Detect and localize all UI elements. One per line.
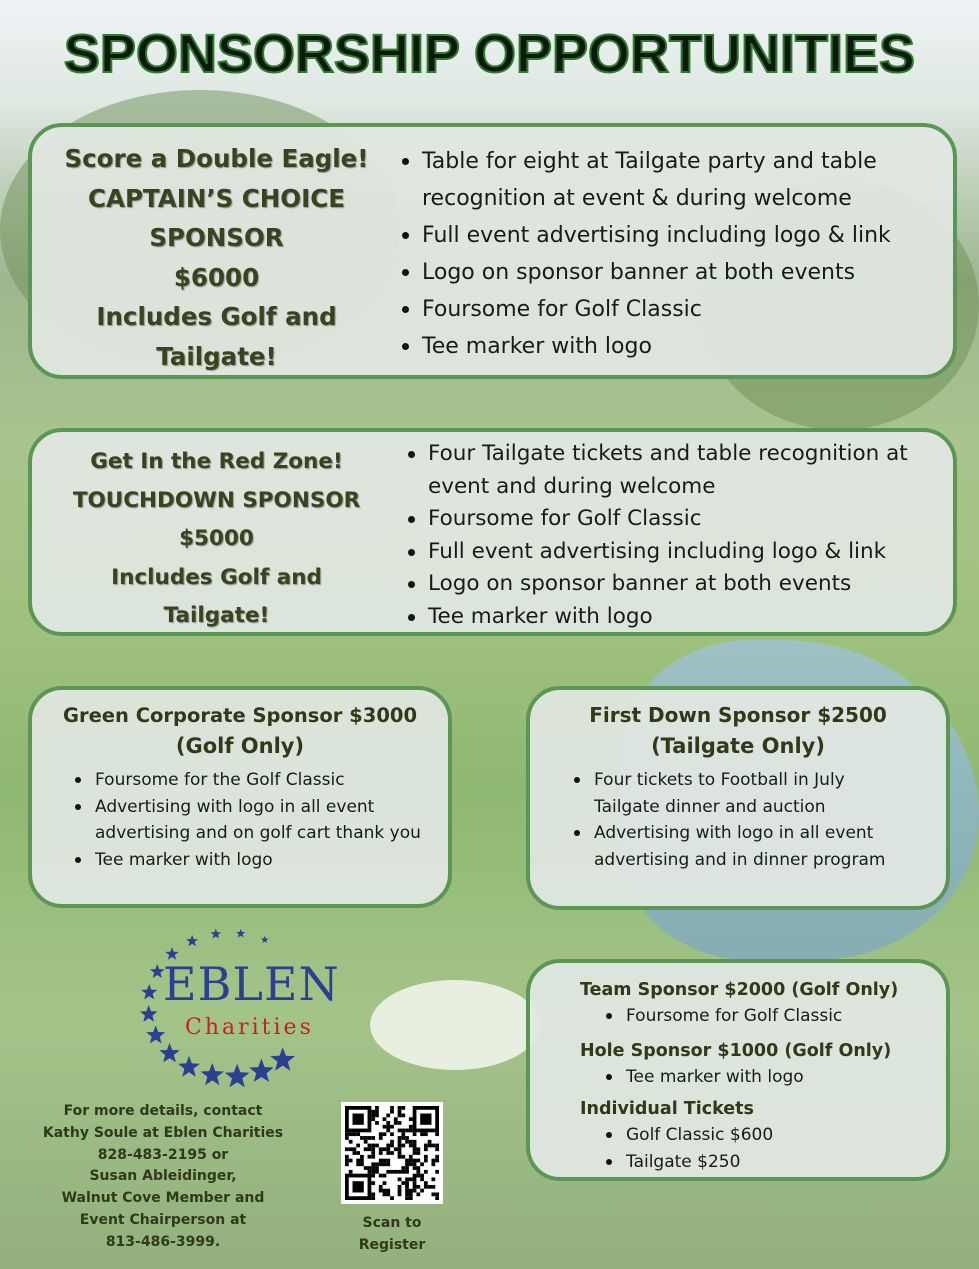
star-icon <box>270 1047 295 1071</box>
individual-tickets-heading: Individual Tickets <box>580 1099 754 1119</box>
star-icon <box>186 935 198 946</box>
captain-benefits <box>396 143 941 365</box>
star-icon <box>249 1059 274 1083</box>
green-benefits <box>69 767 429 873</box>
list-item: Four tickets to Football in July Tailgate dinner and auction <box>568 767 908 820</box>
list-item: Tee marker with logo <box>396 328 941 365</box>
contact-info <box>32 1101 294 1254</box>
contact-line: Walnut Cove Member and <box>61 1190 265 1207</box>
heading-line: TOUCHDOWN SPONSOR <box>72 487 361 513</box>
star-icon <box>201 1063 224 1085</box>
heading-line: (Tailgate Only) <box>651 734 825 758</box>
contact-line: For more details, contact <box>63 1103 263 1119</box>
scan-label-line: Register <box>358 1237 426 1253</box>
star-icon <box>236 929 245 938</box>
scan-to-register-label <box>340 1212 444 1256</box>
heading-line: Get In the Red Zone! <box>90 449 343 474</box>
contact-phone: 813-486-3999. <box>105 1233 221 1250</box>
list-item: Foursome for the Golf Classic <box>69 767 429 794</box>
list-item: Table for eight at Tailgate party and table recognition at event & during welcome <box>396 143 941 217</box>
list-item: Four Tailgate tickets and table recognition at event and during welcome <box>402 438 947 503</box>
page-title: SPONSORSHIP OPPORTUNITIES <box>63 24 916 84</box>
hole-benefits <box>600 1064 946 1091</box>
heading-line: Tailgate! <box>163 603 270 628</box>
first-down-card <box>526 686 950 910</box>
heading-line: Includes Golf and <box>111 564 322 590</box>
heading-line: Includes Golf and <box>96 302 337 331</box>
heading-line: CAPTAIN’S CHOICE <box>88 183 345 213</box>
eblen-charities-logo <box>125 925 350 1090</box>
captain-choice-card <box>28 123 957 379</box>
star-icon <box>146 1025 165 1043</box>
star-icon <box>159 1043 180 1062</box>
touchdown-benefits <box>402 438 947 633</box>
heading-line: (Golf Only) <box>175 734 305 758</box>
list-item: Logo on sponsor banner at both events <box>396 254 941 291</box>
qr-code-icon <box>345 1106 439 1200</box>
heading-line: $6000 <box>173 262 260 292</box>
ticket-options-card <box>526 959 950 1181</box>
list-item: Tailgate $250 <box>600 1149 946 1176</box>
heading-line: Green Corporate Sponsor $3000 <box>62 704 418 727</box>
star-icon <box>140 1005 158 1022</box>
captain-heading <box>44 139 389 376</box>
list-item: Advertising with logo in all event advertising and on golf cart thank you <box>69 794 429 847</box>
contact-line: Kathy Soule at Eblen Charities <box>42 1124 284 1141</box>
green-heading <box>32 690 448 762</box>
list-item: Foursome for Golf Classic <box>600 1003 946 1030</box>
contact-phone: 828-483-2195 or <box>97 1146 229 1163</box>
list-item: Full event advertising including logo & link <box>402 536 947 569</box>
heading-line: First Down Sponsor $2500 <box>589 703 887 727</box>
firstdown-heading <box>530 690 946 762</box>
hole-sponsor-heading: Hole Sponsor $1000 (Golf Only) <box>580 1040 892 1061</box>
heading-line: Tailgate! <box>156 341 277 371</box>
scan-label-line: Scan to <box>362 1215 422 1231</box>
contact-line: Event Chairperson at <box>79 1211 247 1228</box>
heading-line: SPONSOR <box>149 223 284 252</box>
star-icon <box>261 936 269 943</box>
list-item: Advertising with logo in all event advertising and in dinner program <box>568 820 908 873</box>
logo-name: EBLEN <box>163 957 340 1011</box>
list-item: Logo on sponsor banner at both events <box>402 568 947 601</box>
registration-qr-code[interactable] <box>341 1102 443 1204</box>
list-item: Tee marker with logo <box>69 847 429 874</box>
firstdown-benefits <box>568 767 908 873</box>
star-icon <box>178 1056 200 1077</box>
contact-line: Susan Ableidinger, <box>89 1168 237 1185</box>
list-item: Golf Classic $600 <box>600 1122 946 1149</box>
star-icon <box>141 984 157 999</box>
heading-line: Score a Double Eagle! <box>64 144 369 173</box>
star-icon <box>225 1064 250 1088</box>
list-item: Full event advertising including logo & link <box>396 217 941 254</box>
individual-ticket-prices <box>600 1122 946 1175</box>
green-corporate-card <box>28 686 452 908</box>
list-item: Tee marker with logo <box>600 1064 946 1091</box>
star-icon <box>211 929 222 939</box>
logo-subtitle: Charities <box>185 1015 314 1040</box>
list-item: Foursome for Golf Classic <box>396 291 941 328</box>
touchdown-card <box>28 428 957 636</box>
bg-sand-trap <box>370 980 540 1070</box>
team-benefits <box>600 1003 946 1030</box>
list-item: Foursome for Golf Classic <box>402 503 947 536</box>
list-item: Tee marker with logo <box>402 601 947 634</box>
touchdown-heading <box>44 443 389 636</box>
team-sponsor-heading: Team Sponsor $2000 (Golf Only) <box>580 980 899 1000</box>
heading-line: $5000 <box>179 526 254 551</box>
